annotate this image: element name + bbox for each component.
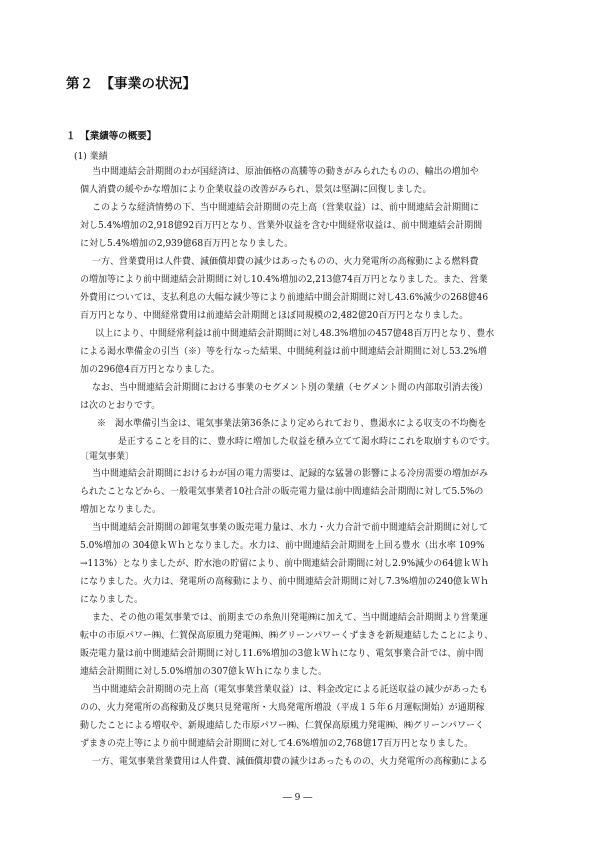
paragraph-line: になりました。火力は、発電所の高稼動により、前中間連結会計期間に対し7.3%増加の240億ｋＷｈ [80,577,490,587]
paragraph-line: 増加となりました。 [80,505,162,515]
paragraph-line: →113%）となりましたが、貯水池の貯留により、前中間連結会計期間に対し2.9%減少の64億ｋＷｈ [80,559,490,569]
paragraph-line: 一方、電気事業営業費用は人件費、減価償却費の減少はあったものの、火力発電所の高稼動による [92,757,488,767]
paragraph-line: 個人消費の緩やかな増加により企業収益の改善がみられ、景気は堅調に回復しました。 [80,185,432,195]
paragraph-line: 当中間連結会計期間の卸電気事業の販売電力量は、水力・火力合計で前中間連結会計期間に対して [92,523,489,533]
paragraph-line: 対し5.4%増加の2,918億92百万円となり、営業外収益を含む中間経常収益は、前中間連結会計期間 [80,221,483,231]
paragraph-line: 以上により、中間経常利益は前中間連結会計期間に対し48.3%増加の457億48百万円となり、豊水 [95,329,495,339]
paragraph-line: に対し5.4%増加の2,939億68百万円となりました。 [80,239,294,249]
paragraph-line: 5.0%増加の 304億ｋＷｈとなりました。水力は、前中間連結会計期間を上回る豊水（出水率 109% [80,541,485,551]
paragraph-line: は次のとおりです。 [80,401,161,411]
electric-business-heading: 〔電気事業〕 [80,452,135,462]
paragraph-line: ずまきの売上等により前中間連結会計期間に対して4.6%増加の2,768億17百万円となりました。 [80,739,474,749]
paragraph-line: 当中間連結会計期間の売上高（電気事業営業収益）は、料金改定による託送収益の減少があったも [92,685,488,695]
paragraph-line: 連結会計期間に対し5.0%増加の307億ｋＷｈになりました。 [80,667,328,677]
paragraph-line: のの、火力発電所の高稼動及び奥只見発電所・大鳥発電所増設（平成１５年６月運転開始）が通期稼 [80,703,485,713]
paragraph-line: 当中間連結会計期間におけるわが国の電力需要は、記録的な猛暑の影響による冷房需要の増加がみ [92,469,489,479]
page-number: ― 9 ― [282,793,313,803]
paragraph-line: 一方、営業費用は人件費、減価償却費の減少はあったものの、火力発電所の高稼動による燃料費 [92,257,479,267]
paragraph-line: 当中間連結会計期間のわが国経済は、原油価格の高騰等の動きがみられたものの、輸出の増加や [92,167,479,177]
paragraph-line: このような経済情勢の下、当中間連結会計期間の売上高（営業収益）は、前中間連結会計期間に [92,203,480,213]
paragraph-line: 外費用については、支払利息の大幅な減少等により前連結中間会計期間に対し43.6%減少の268億46 [80,293,489,303]
paragraph-line: による渇水準備金の引当（※）等を行なった結果、中間純利益は前中間連結会計期間に対し53.2%増 [80,347,487,357]
paragraph-line: 転中の市原パワー㈱、仁賀保高原風力発電㈱、㈱グリーンパワーくずまきを新規連結したことにより、 [80,631,494,641]
paragraph-line: られたことなどから、一般電気事業者10社合計の販売電力量は前中間連結会計期間に対して5.5%の [80,487,484,497]
subsection-label: (1) 業績 [74,152,108,162]
paragraph-line: 販売電力量は前中間連結会計期間に対し11.6%増加の3億ｋＷｈになり、電気事業合計では、前中間 [80,649,484,659]
paragraph-line: 動したことによる増収や、新規連結した市原パワー㈱、仁賀保高原風力発電㈱、㈱グリーンパワーく [80,721,485,731]
paragraph-line: 加の296億4百万円となりました。 [80,365,220,375]
footnote-line: ※ 渇水準備引当金は、電気事業法第36条により定められており、豊渇水による収支の不均衡を [97,419,487,429]
footnote-line: 是正することを目的に、豊水時に増加した収益を積み立てて渇水時にこれを取崩すものです。 [118,437,496,447]
paragraph-line: なお、当中間連結会計期間における事業のセグメント別の業績（セグメント間の内部取引消去後） [92,383,488,393]
paragraph-line: また、その他の電気事業では、前期までの糸魚川発電㈱に加えて、当中間連結会計期間より営業運 [92,613,488,623]
paragraph-line: になりました。 [80,595,144,605]
paragraph-line: の増加等により前中間連結会計期間に対し10.4%増加の2,213億74百万円となりました。また、営業 [80,275,488,285]
page-title: 第２ 【事業の状況】 [66,76,197,92]
section-heading: １ 【業績等の概要】 [66,131,157,142]
paragraph-line: 百万円となり、中間経常費用は前連結会計期間とほぼ同規模の2,482億20百万円となりました。 [80,311,469,321]
